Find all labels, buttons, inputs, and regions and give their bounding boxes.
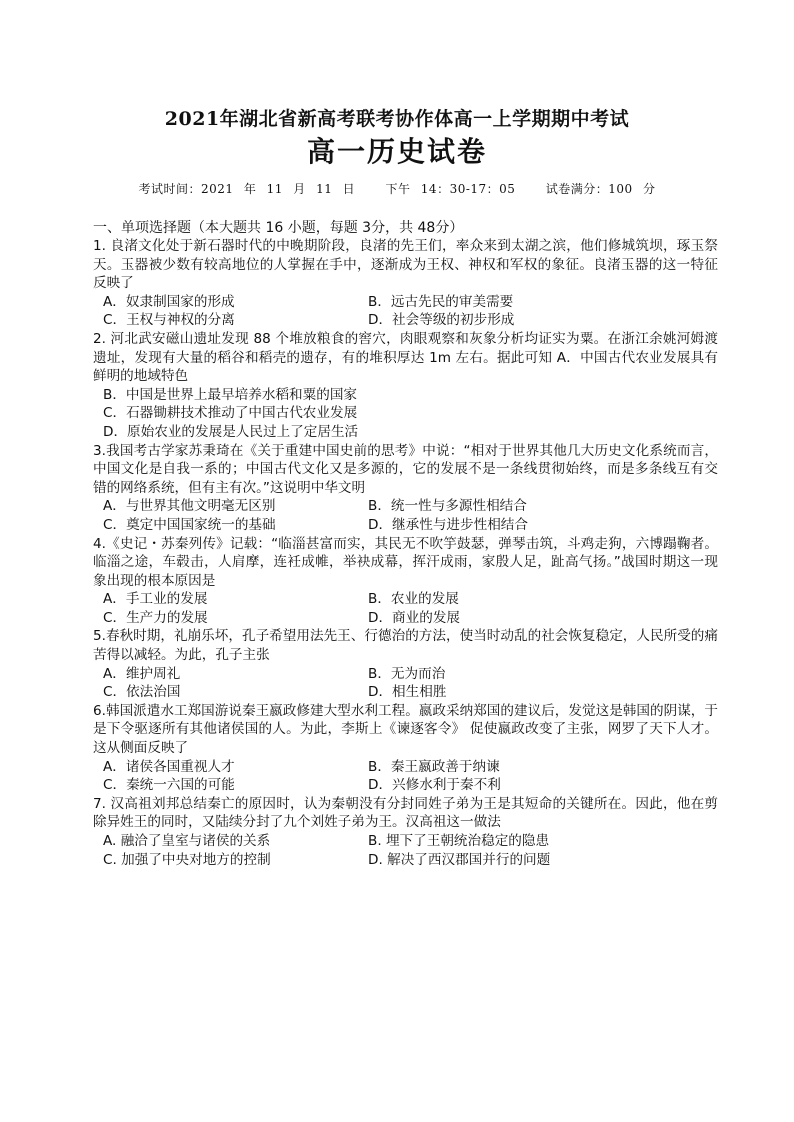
question (93, 442, 718, 535)
question (93, 795, 718, 869)
option: D．原始农业的发展是人民过上了定居生活 (103, 423, 359, 440)
question (93, 237, 718, 330)
option: B．统一性与多源性相结合 (368, 498, 527, 515)
question-options (93, 590, 718, 627)
question-stem: 5.春秋时期，礼崩乐坏，孔子希望用法先王、行德治的方法，使当时动乱的社会恢复稳定，人民所受的痛苦得以减轻。为此，孔子主张 (93, 628, 718, 664)
question-options (93, 293, 718, 330)
option: A．与世界其他文明毫无区别 (103, 498, 276, 515)
question-stem: 2. 河北武安磁山遗址发现 88 个堆放粮食的窖穴，肉眼观察和灰象分析均证实为粟。在浙江余姚河姆渡遗址，发现有大量的稻谷和稻壳的遗存，有的堆积厚达 1m 左右。据此可知 A．中国古代农业发展具有鲜明的地域特色 (93, 330, 718, 385)
option: B．远古先民的审美需要 (368, 293, 514, 310)
option: D．继承性与进步性相结合 (368, 516, 528, 533)
question-stem: 4.《史记・苏秦列传》记载：“临淄甚富而实，其民无不吹竽鼓瑟，弹琴击筑，斗鸡走狗，六博蹋鞠者。临淄之途，车毂击，人肩摩，连衽成帷，举袂成幕，挥汗成雨，家殷人足，趾高气扬。”战国时期这一现象出现的根本原因是 (93, 535, 718, 589)
question (93, 702, 718, 795)
option: C．奠定中国国家统一的基础 (103, 516, 276, 533)
option: D．相生相胜 (368, 684, 447, 701)
option: C．秦统一六国的可能 (103, 777, 235, 794)
exam-info (0, 180, 794, 197)
option: A. 融洽了皇室与诸侯的关系 (103, 833, 271, 849)
option: D．商业的发展 (368, 609, 461, 626)
question-stem: 3.我国考古学家苏秉琦在《关于重建中国史前的思考》中说：“相对于世界其他几大历史文化系统而言，中国文化是自我一系的；中国古代文化又是多源的，它的发展不是一条线贯彻始终，而是多条线互有交错的网络系统，但有主有次。”这说明中华文明 (93, 442, 718, 496)
question (93, 627, 718, 701)
full-score: 试卷满分：100 分 (545, 182, 656, 196)
option: D．社会等级的初步形成 (368, 312, 515, 329)
option: A．诸侯各国重视人才 (103, 758, 235, 775)
option: C．生产力的发展 (103, 609, 208, 626)
exam-time: 下午 14：30-17：05 (385, 182, 516, 196)
exam-title: 2021年湖北省新高考联考协作体高一上学期期中考试 (164, 108, 630, 130)
section-title: 一、单项选择题（本大题共 16 小题，每题 3分，共 48分） (93, 220, 464, 236)
option: B．中国是世界上最早培养水稻和粟的国家 (103, 386, 358, 403)
question-options (93, 758, 718, 795)
question-stem: 1. 良渚文化处于新石器时代的中晚期阶段，良渚的先王们，率众来到太湖之滨，他们修城筑坝，琢玉祭天。玉器被少数有较高地位的人掌握在手中，逐渐成为王权、神权和军权的象征。良渚玉器的这一特征反映了 (93, 238, 718, 292)
option: B．农业的发展 (368, 591, 459, 608)
option: B．无为而治 (368, 665, 446, 682)
option: A．奴隶制国家的形成 (103, 293, 235, 310)
option: C．依法治国 (103, 684, 181, 701)
question-options (93, 832, 718, 869)
option: C．石器锄耕技术推动了中国古代农业发展 (103, 405, 358, 422)
option: A．维护周礼 (103, 665, 181, 682)
option: C. 加强了中央对地方的控制 (103, 851, 271, 868)
option: B. 埋下了王朝统治稳定的隐患 (368, 833, 550, 849)
question-options (93, 386, 718, 442)
option: A．手工业的发展 (103, 591, 208, 608)
question (93, 535, 718, 628)
option: C．王权与神权的分离 (103, 312, 235, 329)
question-list (93, 237, 718, 869)
question-stem: 6.韩国派遣水工郑国游说秦王嬴政修建大型水利工程。嬴政采纳郑国的建议后，发觉这是韩国的阴谋，于是下令驱逐所有其他诸侯国的人。为此，李斯上《谏逐客令》 促使嬴政改变了主张，网罗了天下人才。这从侧面反映了 (93, 702, 718, 757)
question (93, 330, 718, 442)
option: D．兴修水利于秦不利 (368, 777, 501, 794)
question-options (93, 497, 718, 534)
exam-subtitle: 高一历史试卷 (306, 135, 487, 168)
question-stem: 7. 汉高祖刘邦总结秦亡的原因时，认为秦朝没有分封同姓子弟为王是其短命的关键所在。因此，他在剪除异姓王的同时，又陆续分封了九个刘姓子弟为王。汉高祖这一做法 (93, 795, 718, 831)
option: D. 解决了西汉郡国并行的问题 (368, 851, 551, 868)
question-options (93, 665, 718, 702)
exam-date: 考试时间：2021 年 11 月 11 日 (138, 182, 356, 196)
option: B．秦王嬴政善于纳谏 (368, 758, 500, 775)
